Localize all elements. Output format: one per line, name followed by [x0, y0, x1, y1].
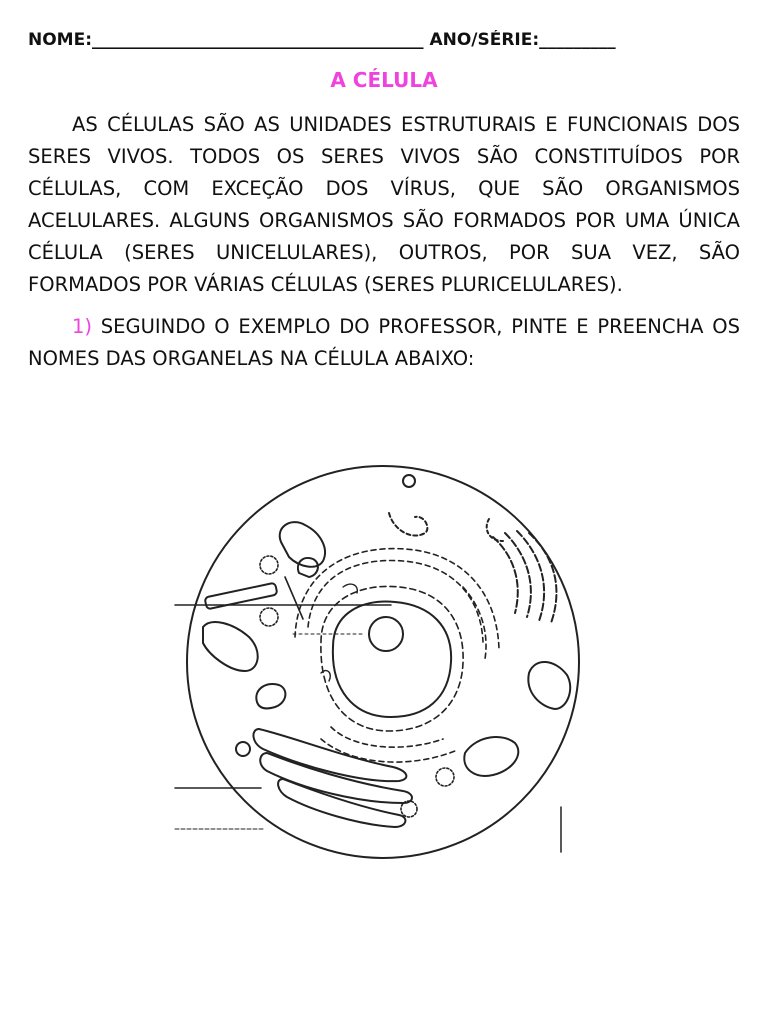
- vesicle: [236, 742, 250, 756]
- cytoplasm-detail: [321, 671, 330, 681]
- student-info-line: [28, 30, 740, 50]
- rough-er: [463, 587, 486, 659]
- intro-paragraph: [28, 109, 740, 301]
- golgi-apparatus: [505, 533, 531, 617]
- smooth-er: [260, 753, 412, 803]
- vesicle: [256, 684, 285, 708]
- mitochondrion: [203, 622, 258, 671]
- ribosome-cluster: [260, 608, 278, 626]
- smooth-er: [253, 729, 406, 781]
- ribosome-cluster: [436, 768, 454, 786]
- name-field-label[interactable]: NOME:_______________________________________: [28, 30, 424, 50]
- golgi-apparatus: [493, 537, 518, 613]
- animal-cell-diagram: [163, 437, 608, 870]
- mitochondrion: [528, 662, 570, 709]
- grade-field-label[interactable]: ANO/SÉRIE:_________: [429, 30, 616, 50]
- question-text: SEGUINDO O EXEMPLO DO PROFESSOR, PINTE E PREENCHA OS NOMES DAS ORGANELAS NA CÉLULA ABAIXO:: [28, 315, 740, 370]
- mitochondrion: [464, 737, 518, 776]
- vesicle: [403, 475, 415, 487]
- centriole: [285, 577, 303, 619]
- vesicle: [389, 513, 427, 536]
- cell-membrane: [187, 466, 579, 858]
- page-title: A CÉLULA: [330, 68, 438, 92]
- rough-er: [331, 727, 443, 747]
- ribosome-cluster: [260, 556, 278, 574]
- question-paragraph: [28, 311, 740, 375]
- question-number: 1): [72, 315, 93, 338]
- nuclear-envelope: [321, 586, 463, 731]
- intro-text: AS CÉLULAS SÃO AS UNIDADES ESTRUTURAIS E FUNCIONAIS DOS SERES VIVOS. TODOS OS SERES VIVOS SÃO CONSTITUÍDOS POR CÉLULAS, COM EXCEÇÃO DOS VÍRUS, QUE SÃO ORGANISMOS ACELULARES. ALGUNS ORGANISMOS SÃO FORMADOS POR UMA ÚNICA CÉLULA (SERES UNICELULARES), OUTROS, POR SUA VEZ, SÃO FORMADOS POR VÁRIAS CÉLULAS (SERES PLURICELULARES).: [28, 113, 740, 296]
- nucleolus: [369, 617, 403, 651]
- rough-er: [321, 739, 455, 762]
